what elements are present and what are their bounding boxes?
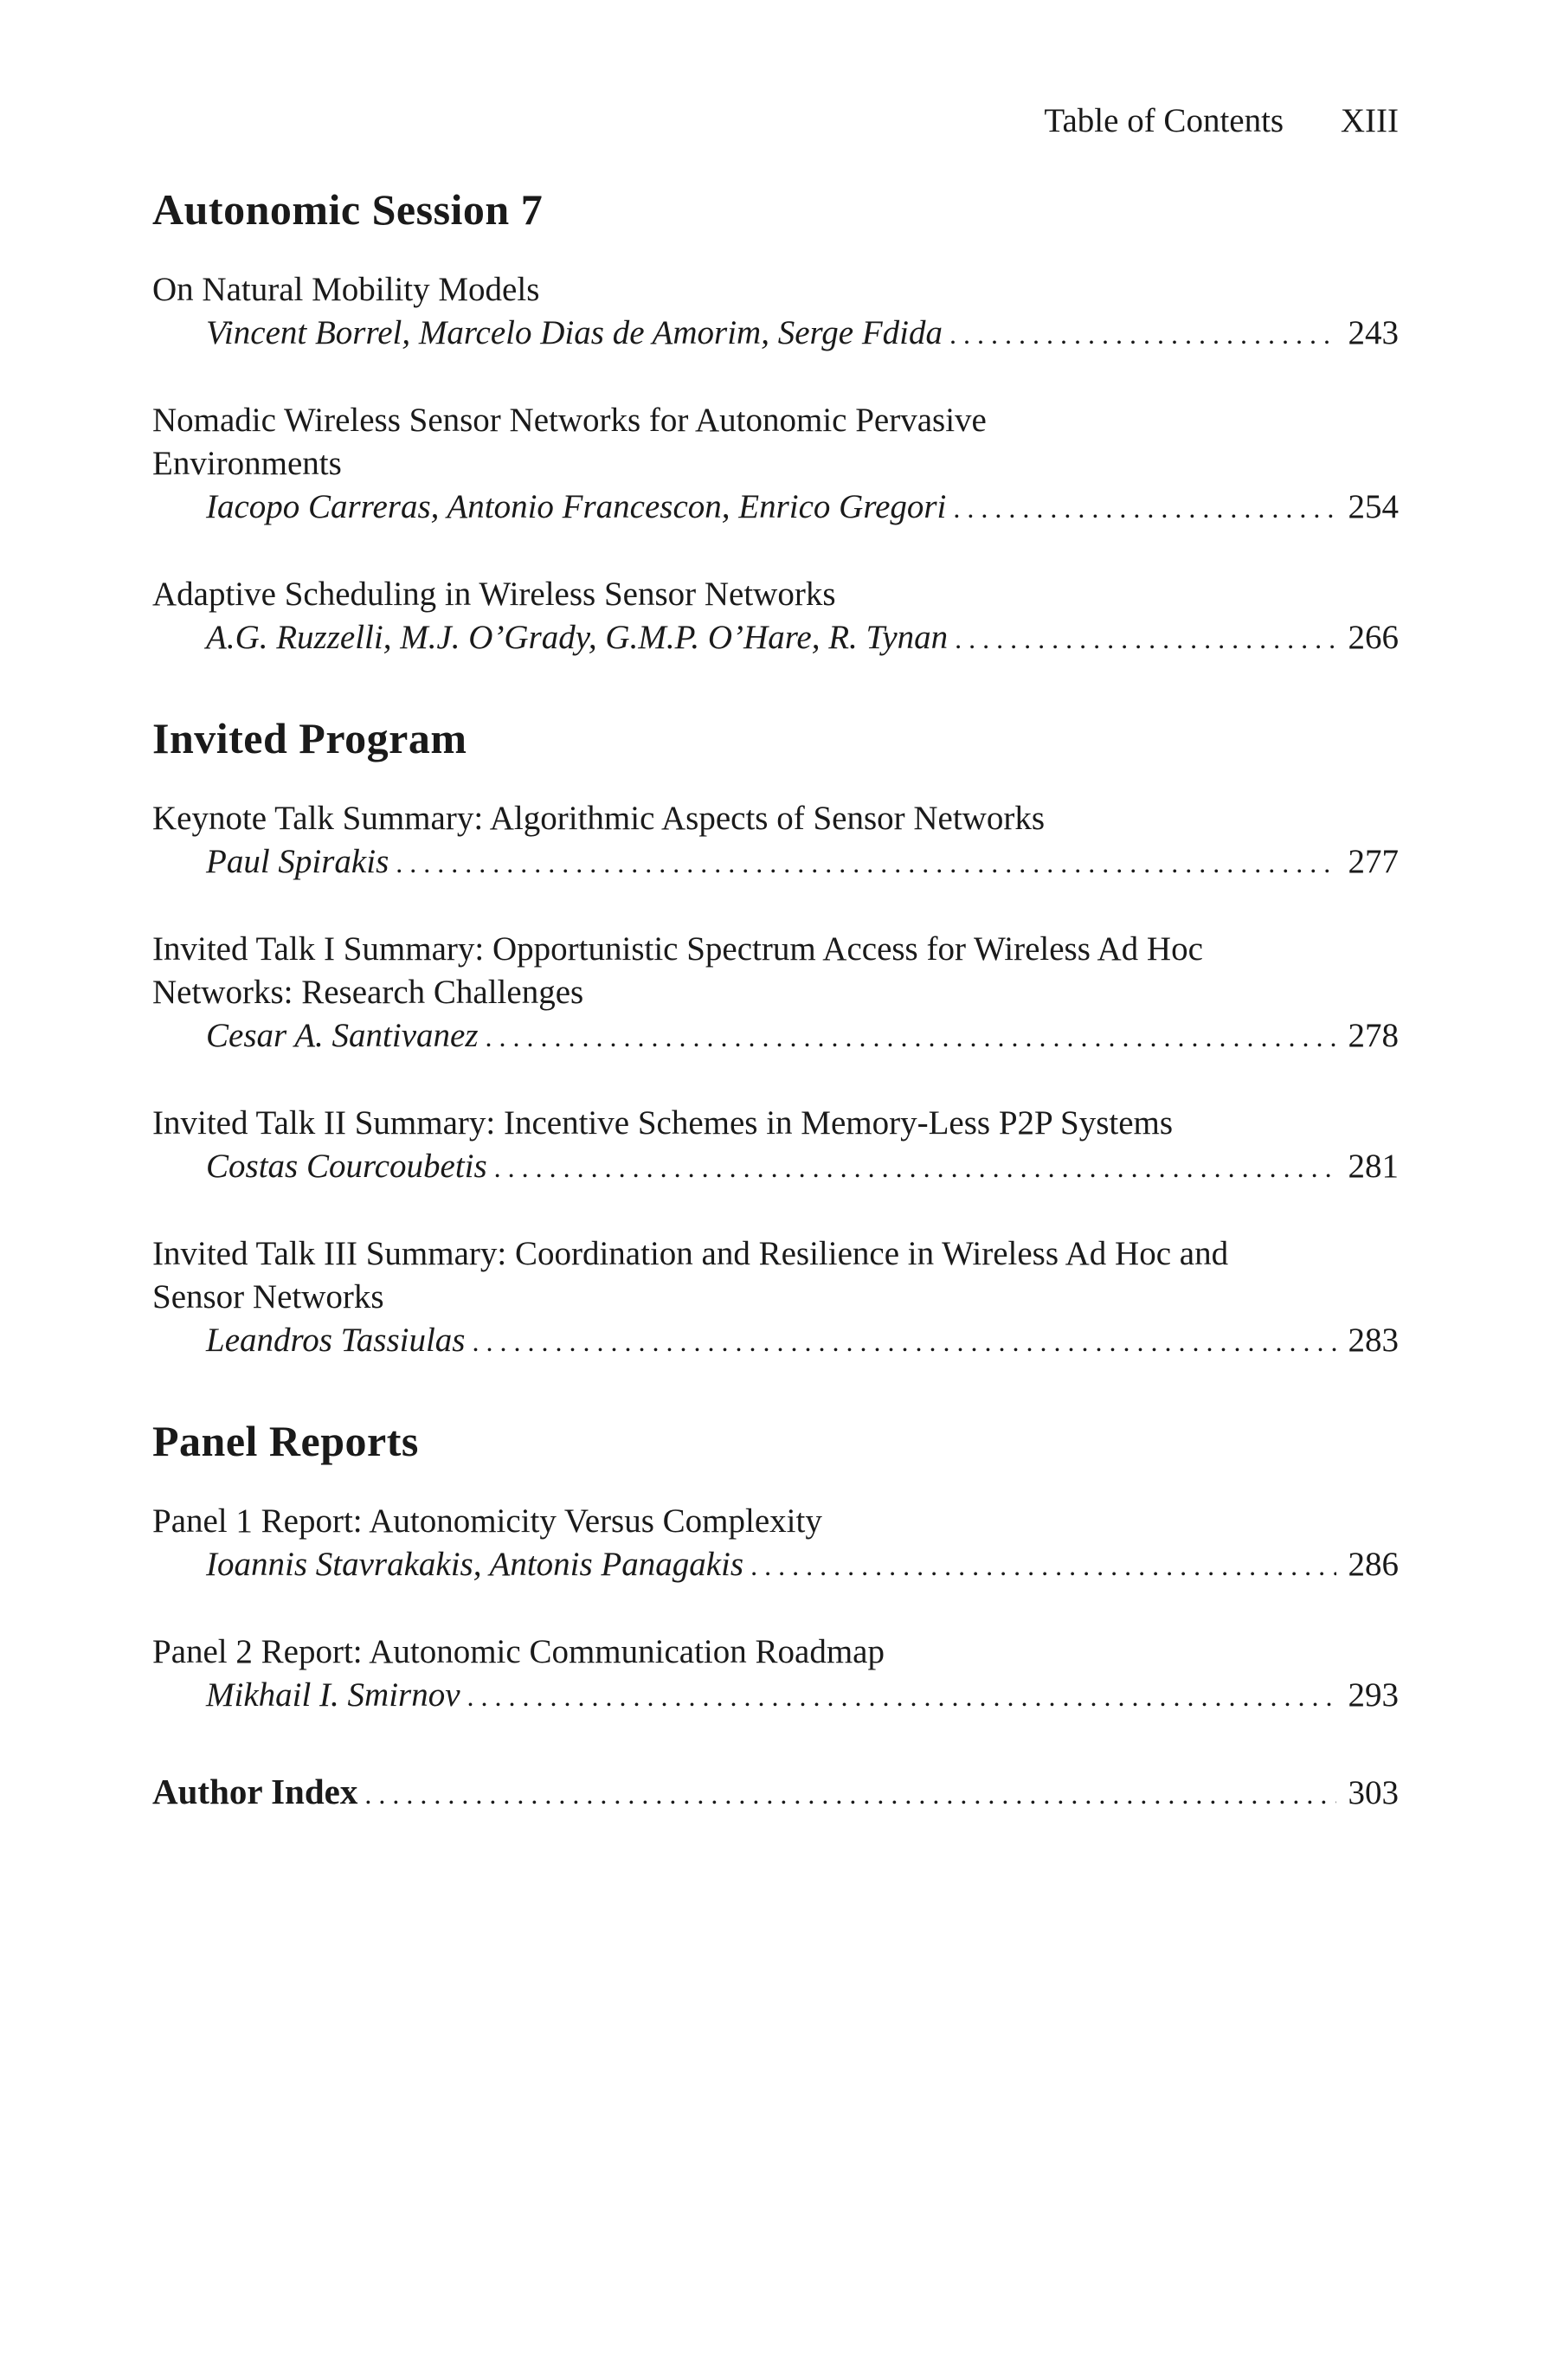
running-head xyxy=(1044,100,1399,142)
toc-entry[interactable] xyxy=(152,268,1399,356)
entry-page-number: 283 xyxy=(1348,1322,1399,1359)
entry-authors: Costas Courcoubetis xyxy=(206,1148,487,1185)
entry-author-line xyxy=(152,1014,1399,1058)
entry-title: Nomadic Wireless Sensor Networks for Autonomic Pervasive Environments xyxy=(152,402,987,482)
toc-section-panel-reports xyxy=(152,1415,1399,1718)
entry-author-line xyxy=(152,1319,1399,1363)
entry-page-number: 293 xyxy=(1348,1676,1399,1714)
dot-leader xyxy=(494,1145,1336,1189)
dot-leader xyxy=(949,312,1336,356)
toc-entry[interactable] xyxy=(152,573,1399,660)
dot-leader xyxy=(467,1674,1336,1718)
author-index-entry[interactable] xyxy=(152,1770,1399,1816)
entry-page-number: 286 xyxy=(1348,1546,1399,1583)
toc-entry[interactable] xyxy=(152,1631,1399,1718)
entry-page-number: 277 xyxy=(1348,843,1399,880)
toc-entry[interactable] xyxy=(152,399,1399,530)
running-head-title: Table of Contents xyxy=(1044,102,1284,139)
entry-author-line xyxy=(152,840,1399,884)
entry-author-line xyxy=(152,1543,1399,1587)
entry-author-line xyxy=(152,486,1399,530)
entry-title: Keynote Talk Summary: Algorithmic Aspects of Sensor Networks xyxy=(152,800,1046,837)
dot-leader xyxy=(953,486,1336,530)
entry-authors: Iacopo Carreras, Antonio Francescon, Enrico Gregori xyxy=(206,488,947,525)
dot-leader xyxy=(486,1014,1336,1058)
entry-title: Invited Talk I Summary: Opportunistic Spectrum Access for Wireless Ad Hoc Networks: Research Challenges xyxy=(152,930,1203,1011)
toc-section-invited-program xyxy=(152,712,1399,1363)
entry-title: Panel 2 Report: Autonomic Communication Roadmap xyxy=(152,1633,885,1670)
entry-page-number: 266 xyxy=(1348,619,1399,656)
entry-authors: Ioannis Stavrakakis, Antonis Panagakis xyxy=(206,1546,744,1583)
entry-author-line xyxy=(152,1674,1399,1718)
toc-entry[interactable] xyxy=(152,928,1399,1058)
entry-page-number: 281 xyxy=(1348,1148,1399,1185)
entry-page-number: 243 xyxy=(1348,314,1399,351)
section-heading: Autonomic Session 7 xyxy=(152,185,544,234)
section-heading: Panel Reports xyxy=(152,1417,419,1465)
author-index-page-number: 303 xyxy=(1348,1774,1399,1811)
entry-author-line xyxy=(152,1145,1399,1189)
entry-authors: Cesar A. Santivanez xyxy=(206,1017,479,1054)
entry-authors: Mikhail I. Smirnov xyxy=(206,1676,460,1714)
dot-leader xyxy=(364,1772,1336,1816)
dot-leader xyxy=(472,1319,1336,1363)
entry-authors: Vincent Borrel, Marcelo Dias de Amorim, Serge Fdida xyxy=(206,314,943,351)
running-head-page-number: XIII xyxy=(1340,102,1399,139)
toc-content xyxy=(152,183,1399,1816)
entry-title: Adaptive Scheduling in Wireless Sensor Networks xyxy=(152,576,836,613)
toc-entry[interactable] xyxy=(152,797,1399,884)
entry-title: Invited Talk III Summary: Coordination and Resilience in Wireless Ad Hoc and Sensor Networks xyxy=(152,1235,1229,1315)
dot-leader xyxy=(955,616,1336,660)
dot-leader xyxy=(396,840,1336,884)
entry-page-number: 254 xyxy=(1348,488,1399,525)
entry-author-line xyxy=(152,616,1399,660)
entry-title: On Natural Mobility Models xyxy=(152,271,540,308)
entry-authors: Paul Spirakis xyxy=(206,843,389,880)
entry-authors: Leandros Tassiulas xyxy=(206,1322,466,1359)
toc-entry[interactable] xyxy=(152,1102,1399,1189)
dot-leader xyxy=(750,1543,1336,1587)
entry-title: Invited Talk II Summary: Incentive Schemes in Memory-Less P2P Systems xyxy=(152,1104,1174,1142)
section-heading: Invited Program xyxy=(152,714,467,762)
entry-title: Panel 1 Report: Autonomicity Versus Complexity xyxy=(152,1502,822,1540)
author-index-label: Author Index xyxy=(152,1772,358,1811)
entry-page-number: 278 xyxy=(1348,1017,1399,1054)
toc-section-autonomic-session-7 xyxy=(152,183,1399,660)
toc-entry[interactable] xyxy=(152,1500,1399,1587)
toc-entry[interactable] xyxy=(152,1232,1399,1363)
entry-author-line xyxy=(152,312,1399,356)
entry-authors: A.G. Ruzzelli, M.J. O’Grady, G.M.P. O’Hare, R. Tynan xyxy=(206,619,949,656)
